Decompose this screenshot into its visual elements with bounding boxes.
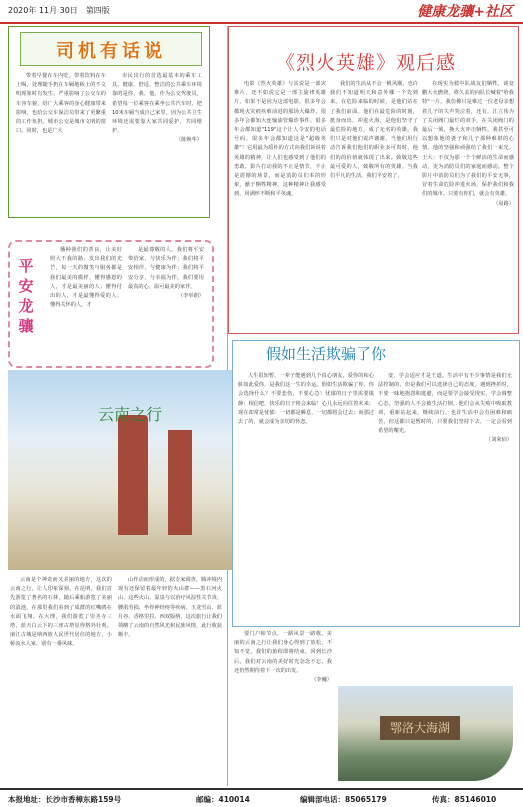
driver-story-col-1: 带着早餐在车内吃，带着饮料在车上喝，处理随手扔在车厢地板上的不文明现象时有发生。严重影响了公交车的车容车貌，给广大乘客的身心健康带来影响，也给公交车保洁员带来了更繁重的工作负担。城市公交是城市文明的窗口，同时，也是广大 [16,73,106,135]
movie-review-col-2: 我们的生活从不会一帆风顺，也许我们不知道明天和意外哪一个先到来。在危险来临的时候，是他们站在了我们前面。他们在最危险的时刻，挺身而出，冲进火海，是他们坚守了最危险的地方，成了无名的英雄。我们只是对他们说声谢谢，当他们用行动告诉我们他们的职业多可贵时，他们的的价值就体现了出来。致敬这些最可爱的人，致敬所有的英雄。当我们平凡的生活，我们平安着了。 [330,81,418,180]
poem-label: 平 安 龙 骧 [18,257,34,335]
page-footer [0,788,523,807]
page-header [0,0,523,24]
poem-col-1: 播种我们的善良，让美好照大不我的路；发出我们的光芒，每一天的微笑与服务都是我们最美的模样。懂得感恩的人，才是最美丽的人；懂得付出的人，才是最懂得爱的人；懂得关怀的人，才 [50,247,122,309]
footer-fax: 传真：85146010 [432,795,497,804]
driver-story-signature: （陈焕华） [176,137,202,144]
yunnan-trip-col-2: 山作动而形成的，据专家调查，腾冲境内现有还保留着最年轻的火山群——黑石河火山，这些火山，温泉与以治疗风湿性关节炎、腰肌劳损、坐骨神经疼等疾病。玉龙雪山、蓝月谷、香格里拉、西双版纳，这次旅行让我们领略了云南的自然风光和民族风情，此行收获颇丰。 [118,577,222,639]
driver-story-col-2: 市民出行的首选最基本的乘车工具。健康、舒适、整洁的公共乘车环境靠的是你、我、他。作为公交驾驶员，希望每一位乘客在乘坐公共汽车时，把10米车厢当成自己家里，因为公共卫生环境还需要靠大家共同爱护，共同维护。 （陈焕华） [112,72,202,207]
masthead-logo: 健康龙骧+社区 [417,4,513,20]
yunnan-trip-col-1: 云南是个神奇而又美丽的地方，这次的云南之行，让人印象深刻。在昆明，我们首先游览了著名的石林，随后乘船游览了美丽的滇池，在那里我们看到了成群的红嘴鸥在水面飞翔。在大理，我们游览了崇圣寺三塔，蓝天白云下的三座古塔显得格外壮观。丽江古城是纳西族人民世代居住的地方，小桥流水人家，别有一番风味。 [10,577,112,648]
movie-review-title: 《烈火英雄》观后感 [276,52,457,74]
footer-phone: 编辑部电话：85065179 [300,795,387,804]
movie-review-col-3: 在现实为救中队战友们牺牲，谈竟鹏大火燃烧，将久盖的向队长喊着"哈我特"一片。我仿佛只是难过一位老母亲想着儿子的失声哭泣着，还有，江立伟为了关闭阀门最烂的双手，在关闭阀门的最后一刻，换大火冲击牺牲。我甚至可以想象他的妻子和儿子那种难堪的心情，他的坚强和顽强给了我们一束光。王大：不仅为那一个个鲜活的生命而感动，更为消防员们的家庭而感动。整个影片中消防员们为了我们的平安无事，冒着生命危险冲进火场，保护我们和我们的城市。只要有你们，就会有英雄。 （易路） [422,80,514,328]
movie-review-signature: （易路） [493,200,514,207]
poem-signature: （李举朗） [178,293,204,300]
footer-postcode: 邮编：410014 [196,795,250,804]
driver-story-title: 司机有话说 [56,41,166,62]
driver-story-title-plate [20,32,202,66]
fake-life-signature: （刘荣佰） [486,437,512,444]
yunnan-trip-title: 云南之行 [98,405,163,424]
movie-review-col-1: 电影《烈火英雄》与其说是一部灾难片，还不如说它是一部主旋律英雄片，如果不是因为这部电影，很多年会都现火灾痕疾难前进的那场大爆炸，很多年会都知大连输油管爆炸事件。很多年会都知道"119"这个让人令安的电话号码，很多年会都知道这是"超级英雄"！它用最为质朴的方式向我们诉说着英雄的精神，让人们也感受到了他们的勇敢。影片打动我的不止是情节，不止是震撼的场景，而是消防员们本的形象，献于牺牲精神。这种精神让我感受到，用满怀不断和平英魂。 [234,81,326,198]
fake-life-col-2: 变，学会适应才是王道。生活中有不少事情是我们无法控制的，但是我们可以选择自己的态度。遇到挫折时，不要一味地抱怨和逃避，而是要学会接受现实，学会调整心态。坚强的人不会被生活打倒，他们会从失败中吸取教训，重新站起来，继续前行。也许生活中会有困难和痛苦，但这都只是暂时的，只要我们坚持下去，一定会看到希望的曙光。 （刘荣佰） [378,372,512,620]
yunnan-trip-signature: （李巍） [311,677,332,684]
footer-address: 本报地址：长沙市香樟东路159号 [8,795,122,804]
issue-date: 2020年 11月 30日 第四版 [8,6,110,15]
poem-col-2: 是最尊敬的人。我们将平安带给家，与快乐为伴；我们将平安相伴，与健康为伴；我们将平安分享，与幸福为伴。我们要用最真的心，温可最美的家伴。 （李举朗） [128,246,204,358]
yunnan-pagoda-photo [8,370,232,570]
yunnan-trip-col-3: 要门户和节点。一路风景一路歌，美丽的云南之行让我们身心得到了放松，不知不觉，我们的旅程即将结束。回到长沙后，我们对云南的美好时光念念不忘，我还仍然期待着下一次的出发。 （李巍） [234,630,332,780]
lake-name-sign: 鄂洛大海湖 [380,716,460,740]
fake-life-col-1: 人生很短暂，一辈子能遇到几个真心朋友，爱你的和心脏如此爱你，是我们这一生的幸运。假如生活欺骗了你，你会选择什么？不要悲伤，不要心急！忧郁的日子里需要镇静：相信吧，快乐的日子将会来临！心儿永远向往着未来；现在却常是忧郁：一切都是瞬息，一切都将会过去；而那过去了的，就会成为亲切的怀恋。 [238,373,374,426]
fake-life-title: 假如生活欺骗了你 [266,345,387,363]
